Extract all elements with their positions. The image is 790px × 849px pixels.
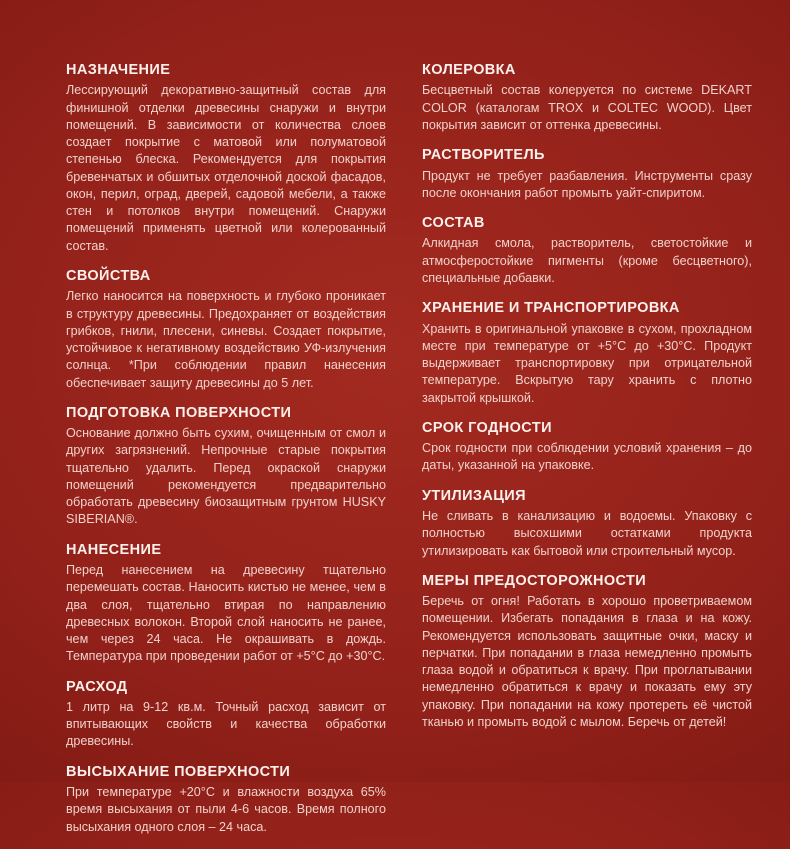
section-body-nanesenie: Перед нанесением на древесину тщательно перемешать состав. Наносить кистью не менее, чем в два слоя, тщательно втирая по направлению древесных волокон. Второй слой наносить не ранее, чем через 24 часа. Не окрашивать в дождь. Температура при проведении работ от +5°С до +30°С. bbox=[66, 563, 386, 664]
section-body-vysyhanie-poverhnosti: При температуре +20°С и влажности воздуха 65% время высыхания от пыли 4-6 часов. Время полного высыхания одного слоя – 24 часа. bbox=[66, 785, 386, 834]
section-sostav bbox=[422, 215, 752, 287]
section-naznachenie bbox=[66, 62, 386, 255]
right-column bbox=[422, 62, 752, 744]
section-kolerovka bbox=[422, 62, 752, 134]
two-column-layout bbox=[66, 62, 752, 849]
section-nanesenie bbox=[66, 542, 386, 666]
section-body-hranenie-i-transportirovka: Хранить в оригинальной упаковке в сухом, прохладном месте при температуре от +5°С до +30°С. Продукт выдерживает транспортировку при отрицательной температуре. Вскрытую тару хранить с плотно закрытой крышкой. bbox=[422, 321, 752, 405]
section-body-podgotovka-poverhnosti: Основание должно быть сухим, очищенным от смол и других загрязнений. Непрочные старые покрытия тщательно удалить. Перед окраской снаружи помещений рекомендуется предварительно обработать древесину биозащитным грунтом HUSKY SIBERIAN®. bbox=[66, 426, 386, 527]
section-body-rastvoritel: Продукт не требует разбавления. Инструменты сразу после окончания работ промыть уайт-спиритом. bbox=[422, 168, 752, 200]
section-heading-mery-predostorozhnosti: МЕРЫ ПРЕДОСТОРОЖНОСТИ bbox=[422, 572, 647, 589]
section-body-naznachenie: Лессирующий декоративно-защитный состав для финишной отделки древесины снаружи и внутри помещений. В зависимости от количества слоев создает покрытие с матовой или полуматовой степенью блеска. Рекомендуется для покрытия бревенчатых и обшитых отделочной доской фасадов, окон, перил, оград, дверей, садовой мебели, а также стен и потолков внутри помещений. Снаружи помещений применять цветной или колерованный состав. bbox=[66, 83, 386, 253]
section-rashod bbox=[66, 679, 386, 751]
section-utilizaciya bbox=[422, 488, 752, 560]
section-body-utilizaciya: Не сливать в канализацию и водоемы. Упаковку с полностью высохшими остатками продукта утилизировать как бытовой или строительный мусор. bbox=[422, 509, 752, 558]
section-svoystva bbox=[66, 268, 386, 392]
section-srok-godnosti bbox=[422, 420, 752, 475]
section-heading-srok-godnosti: СРОК ГОДНОСТИ bbox=[422, 419, 552, 436]
section-heading-utilizaciya: УТИЛИЗАЦИЯ bbox=[422, 487, 526, 504]
section-heading-sostav: СОСТАВ bbox=[422, 215, 485, 232]
section-heading-hranenie-i-transportirovka: ХРАНЕНИЕ И ТРАНСПОРТИРОВКА bbox=[422, 300, 680, 317]
section-body-svoystva: Легко наносится на поверхность и глубоко проникает в структуру древесины. Предохраняет от воздействия грибков, гнили, плесени, синевы. Создает покрытие, устойчивое к негативному воздействию УФ-излучения солнца. *При соблюдении правил нанесения обеспечивает защиту древесины до 5 лет. bbox=[66, 289, 386, 390]
section-body-srok-godnosti: Срок годности при соблюдении условий хранения – до даты, указанной на упаковке. bbox=[422, 441, 752, 473]
section-heading-svoystva: СВОЙСТВА bbox=[66, 267, 151, 284]
section-vysyhanie-poverhnosti bbox=[66, 764, 386, 836]
section-body-sostav: Алкидная смола, растворитель, светостойкие и атмосферостойкие пигменты (кроме бесцветного), специальные добавки. bbox=[422, 236, 752, 285]
section-heading-nanesenie: НАНЕСЕНИЕ bbox=[66, 541, 162, 558]
section-hranenie-i-transportirovka bbox=[422, 300, 752, 407]
section-rastvoritel bbox=[422, 147, 752, 202]
section-heading-rashod: РАСХОД bbox=[66, 678, 128, 695]
section-podgotovka-poverhnosti bbox=[66, 405, 386, 529]
section-heading-vysyhanie-poverhnosti: ВЫСЫХАНИЕ ПОВЕРХНОСТИ bbox=[66, 763, 291, 780]
section-mery-predostorozhnosti bbox=[422, 573, 752, 731]
section-body-rashod: 1 литр на 9-12 кв.м. Точный расход зависит от впитывающих свойств и качества обработки древесины. bbox=[66, 699, 386, 749]
section-heading-rastvoritel: РАСТВОРИТЕЛЬ bbox=[422, 147, 545, 164]
section-body-kolerovka: Бесцветный состав колеруется по системе DEKART COLOR (каталогам TROX и COLTEC WOOD). Цвет покрытия зависит от оттенка древесины. bbox=[422, 83, 752, 132]
section-heading-naznachenie: НАЗНАЧЕНИЕ bbox=[66, 62, 171, 78]
left-column bbox=[66, 62, 386, 849]
section-heading-podgotovka-poverhnosti: ПОДГОТОВКА ПОВЕРХНОСТИ bbox=[66, 404, 292, 421]
section-heading-kolerovka: КОЛЕРОВКА bbox=[422, 62, 516, 78]
section-body-mery-predostorozhnosti: Беречь от огня! Работать в хорошо проветриваемом помещении. Избегать попадания в глаза и на кожу. Рекомендуется использовать защитные очки, маску и перчатки. При попадании в глаза немедленно промыть глаза водой и обратиться к врачу. При проглатывании немедленно обратиться к врачу и показать ему эту упаковку. При попадании на кожу протереть её чистой тканью и промыть водой с мылом. Беречь от детей! bbox=[422, 594, 752, 729]
